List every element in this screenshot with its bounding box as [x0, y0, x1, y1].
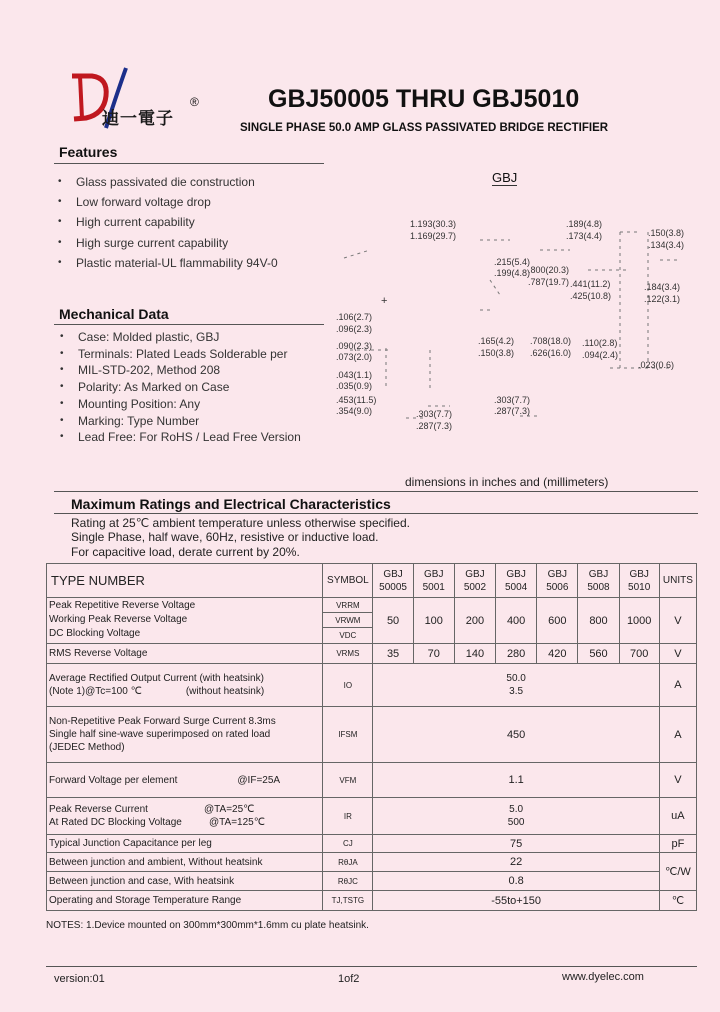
dim-label: .354(9.0) [336, 406, 373, 416]
mechanical-list [58, 329, 301, 446]
logo [66, 62, 216, 132]
value-cell: 22 [373, 853, 659, 872]
list-item: • High current capability [56, 212, 278, 232]
dim-label: .453(11.5) [336, 395, 377, 405]
symbol-cell: IR [323, 798, 373, 835]
ratings-rule-bottom [54, 513, 698, 514]
unit-cell: uA [659, 798, 696, 835]
features-rule [54, 163, 324, 164]
value-cell: 280 [496, 644, 537, 664]
unit-cell: V [659, 644, 696, 664]
list-item: • Marking: Type Number [58, 413, 301, 430]
value-cell: 5.0 500 [373, 798, 659, 835]
rating-note: Rating at 25℃ ambient temperature unless otherwise specified. [71, 516, 410, 530]
row-label: Between junction and case, With heatsink [47, 872, 323, 891]
dim-label: .165(4.2) [478, 336, 515, 346]
part-header: GBJ 5001 [413, 564, 454, 598]
footnote: NOTES: 1.Device mounted on 300mm*300mm*1.6mm cu plate heatsink. [46, 920, 369, 931]
table-row [47, 644, 697, 664]
page-subtitle: SINGLE PHASE 50.0 AMP GLASS PASSIVATED BRIDGE RECTIFIER [240, 122, 609, 134]
dim-label: .441(11.2) [570, 279, 611, 289]
dim-label: .287(7.3) [494, 406, 531, 416]
dim-label: .303(7.7) [416, 409, 453, 419]
dim-label: .110(2.8) [582, 338, 618, 348]
value-cell: 200 [454, 598, 495, 644]
company-name: 迪一電子 [102, 109, 174, 129]
features-list [56, 172, 278, 273]
symbol-cell: VFM [323, 763, 373, 798]
plus-terminal-mark: + [381, 295, 388, 307]
symbol-cell: VDC [323, 628, 373, 644]
table-row [47, 835, 697, 853]
value-cell: 140 [454, 644, 495, 664]
dim-label: 1.193(30.3) [410, 219, 457, 229]
package-label: GBJ [492, 170, 518, 185]
part-header: GBJ 5008 [578, 564, 619, 598]
list-item: • Case: Molded plastic, GBJ [58, 329, 301, 346]
units-header: UNITS [659, 564, 696, 598]
value-cell: 100 [413, 598, 454, 644]
unit-cell: ℃ [659, 891, 696, 911]
rating-note: For capacitive load, derate current by 20%. [71, 545, 300, 559]
symbol-cell: IFSM [323, 707, 373, 763]
dim-label: .189(4.8) [566, 219, 603, 229]
table-row [47, 891, 697, 911]
value-cell: 800 [578, 598, 619, 644]
symbol-cell: VRRM [323, 598, 373, 613]
value-cell: 420 [537, 644, 578, 664]
row-label: Peak Repetitive Reverse Voltage Working Peak Reverse Voltage DC Blocking Voltage [47, 598, 323, 644]
unit-cell: ℃/W [659, 853, 696, 891]
value-cell: 400 [496, 598, 537, 644]
value-cell: 700 [619, 644, 659, 664]
dim-label: .035(0.9) [336, 381, 373, 391]
website-link[interactable]: www.dyelec.com [562, 971, 644, 983]
list-item: • Lead Free: For RoHS / Lead Free Version [58, 429, 301, 446]
dim-label: .303(7.7) [494, 395, 531, 405]
dim-label: .287(7.3) [416, 421, 453, 431]
table-row [47, 598, 697, 613]
dim-label: 1.169(29.7) [410, 231, 457, 241]
unit-cell: A [659, 707, 696, 763]
symbol-cell: TJ,TSTG [323, 891, 373, 911]
part-header: GBJ 5004 [496, 564, 537, 598]
dim-label: .199(4.8) [494, 268, 531, 278]
row-label: Non-Repetitive Peak Forward Surge Current 8.3ms Single half sine-wave superimposed on rated load (JEDEC Method) [47, 707, 323, 763]
value-cell: -55to+150 [373, 891, 659, 911]
value-cell: 35 [373, 644, 413, 664]
value-cell: 600 [537, 598, 578, 644]
rating-note: Single Phase, half wave, 60Hz, resistive or inductive load. [71, 530, 379, 544]
unit-cell: pF [659, 835, 696, 853]
unit-cell: V [659, 598, 696, 644]
table-row [47, 798, 697, 835]
row-label: Average Rectified Output Current (with heatsink) (Note 1)@Tc=100 ℃ (without heatsink) [47, 664, 323, 707]
features-heading: Features [59, 144, 118, 160]
dim-label: .184(3.4) [644, 282, 681, 292]
row-label: RMS Reverse Voltage [47, 644, 323, 664]
page-title: GBJ50005 THRU GBJ5010 [268, 85, 580, 113]
dim-label: .094(2.4) [582, 350, 619, 360]
footer-rule [46, 966, 697, 967]
dim-label: .150(3.8) [648, 228, 685, 238]
value-cell: 75 [373, 835, 659, 853]
value-cell: 50.0 3.5 [373, 664, 659, 707]
dim-label: .150(3.8) [478, 348, 515, 358]
mechanical-heading: Mechanical Data [59, 306, 169, 322]
dim-label: .800(20.3) [528, 265, 570, 275]
dim-label: .096(2.3) [336, 324, 373, 334]
symbol-cell: IO [323, 664, 373, 707]
list-item: • Glass passivated die construction [56, 172, 278, 192]
ratings-table [46, 563, 697, 911]
dim-label: .106(2.7) [336, 312, 373, 322]
table-row [47, 707, 697, 763]
page-number: 1of2 [338, 973, 360, 985]
value-cell: 1000 [619, 598, 659, 644]
row-label: Operating and Storage Temperature Range [47, 891, 323, 911]
list-item: • High surge current capability [56, 233, 278, 253]
version-label: version:01 [54, 973, 105, 985]
list-item: • Plastic material-UL flammability 94V-0 [56, 253, 278, 273]
dim-label: .626(16.0) [530, 348, 572, 358]
dim-label: .787(19.7) [528, 277, 570, 287]
dim-label: .090(2.3) [336, 341, 373, 351]
value-cell: 1.1 [373, 763, 659, 798]
symbol-cell: RθJC [323, 872, 373, 891]
row-label: Between junction and ambient, Without heatsink [47, 853, 323, 872]
mechanical-rule [54, 324, 324, 325]
list-item: • Low forward voltage drop [56, 192, 278, 212]
value-cell: 450 [373, 707, 659, 763]
value-cell: 50 [373, 598, 413, 644]
list-item: • Mounting Position: Any [58, 396, 301, 413]
list-item: • Terminals: Plated Leads Solderable per [58, 346, 301, 363]
unit-cell: A [659, 664, 696, 707]
part-header: GBJ 5010 [619, 564, 659, 598]
dim-label: .425(10.8) [570, 291, 612, 301]
dim-label: .134(3.4) [648, 240, 685, 250]
symbol-cell: CJ [323, 835, 373, 853]
registered-mark: ® [190, 95, 199, 109]
ratings-heading: Maximum Ratings and Electrical Characteristics [71, 496, 391, 512]
dim-label: .173(4.4) [566, 231, 603, 241]
symbol-header: SYMBOL [323, 564, 373, 598]
row-label: Typical Junction Capacitance per leg [47, 835, 323, 853]
table-row [47, 664, 697, 707]
value-cell: 560 [578, 644, 619, 664]
list-item: • Polarity: As Marked on Case [58, 379, 301, 396]
symbol-cell: VRWM [323, 613, 373, 628]
unit-cell: V [659, 763, 696, 798]
part-header: GBJ 5002 [454, 564, 495, 598]
dimensions-caption: dimensions in inches and (millimeters) [405, 475, 609, 489]
symbol-cell: VRMS [323, 644, 373, 664]
row-label: Forward Voltage per element @IF=25A [47, 763, 323, 798]
symbol-cell: RθJA [323, 853, 373, 872]
dim-label: .215(5.4) [494, 257, 531, 267]
part-header: GBJ 5006 [537, 564, 578, 598]
dim-label: .708(18.0) [530, 336, 572, 346]
value-cell: 70 [413, 644, 454, 664]
dim-label: .043(1.1) [336, 370, 373, 380]
value-cell: 0.8 [373, 872, 659, 891]
ratings-rule-top [54, 491, 698, 492]
dim-label: .122(3.1) [644, 294, 681, 304]
row-label: Peak Reverse Current @TA=25℃ At Rated DC Blocking Voltage @TA=125℃ [47, 798, 323, 835]
dim-label: .023(0.6) [638, 360, 675, 370]
table-row [47, 853, 697, 872]
list-item-continuation: • MIL-STD-202, Method 208 [58, 362, 301, 379]
table-header-row [47, 564, 697, 598]
dim-label: .073(2.0) [336, 352, 373, 362]
type-number-header: TYPE NUMBER [47, 564, 323, 598]
table-row [47, 872, 697, 891]
table-row [47, 763, 697, 798]
part-header: GBJ 50005 [373, 564, 413, 598]
